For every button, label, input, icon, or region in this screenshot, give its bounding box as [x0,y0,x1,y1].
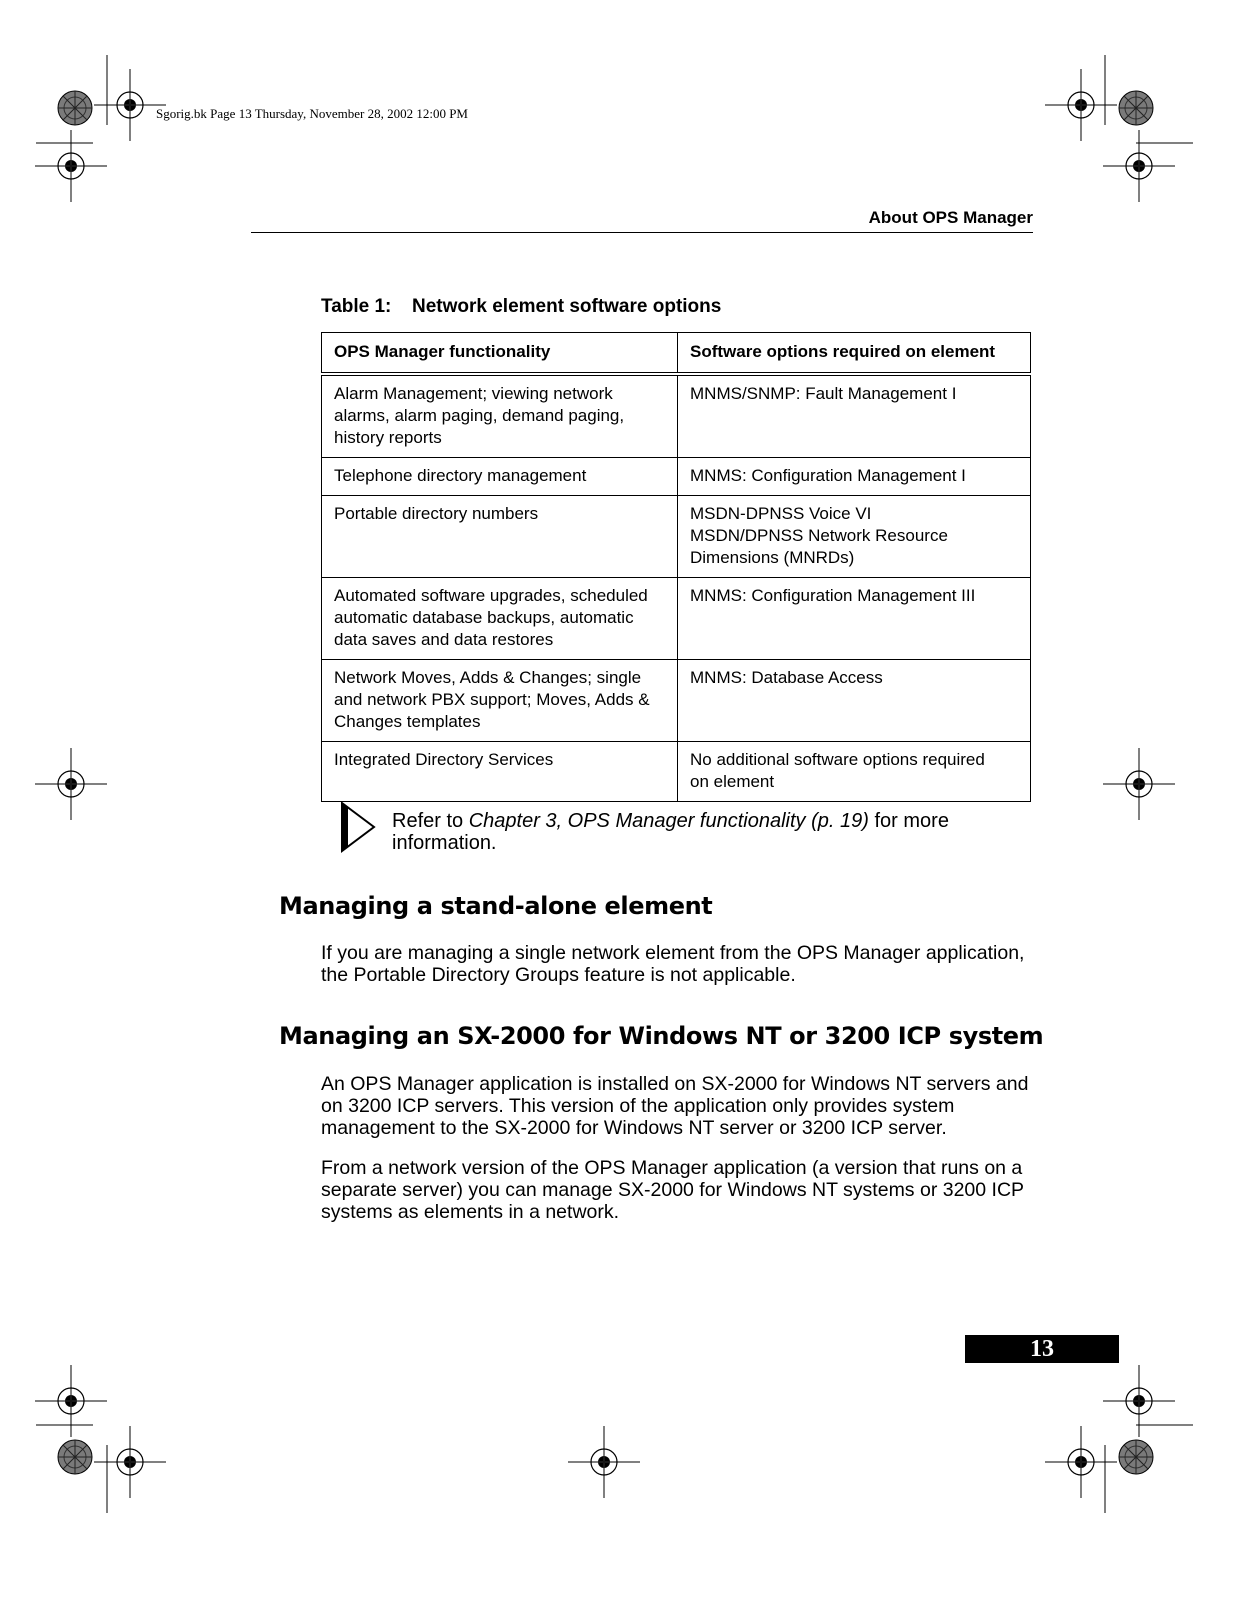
registration-mark-icon [1045,1426,1117,1498]
functionality-cell [322,742,678,802]
color-target-icon [58,1440,92,1474]
options-cell [678,660,1031,742]
body-paragraph: If you are managing a single network element from the OPS Manager application, the Portable Directory Groups feature is not applicable. [321,942,1025,986]
cell-line: No additional software options required [690,750,985,769]
print-slug: Sgorig.bk Page 13 Thursday, November 28, 2002 12:00 PM [156,106,468,121]
table-header-row [322,333,1031,375]
table-row [322,578,1031,660]
cell-line: data saves and data restores [334,630,554,649]
section-heading: Managing a stand-alone element [279,892,713,920]
cell-line: MNMS: Configuration Management III [690,586,976,605]
registration-mark-icon [35,1365,107,1437]
options-cell [678,578,1031,660]
registration-mark-icon [1103,1365,1175,1437]
cell-line: MSDN/DPNSS Network Resource [690,526,948,545]
cell-line: Telephone directory management [334,466,587,485]
table-row [322,660,1031,742]
functionality-cell [322,458,678,496]
column-header: OPS Manager functionality [322,333,678,375]
registration-mark-icon [35,748,107,820]
registration-mark-icon [1103,748,1175,820]
note-suffix: for more information. [392,810,949,854]
cell-line: Network Moves, Adds & Changes; single [334,668,642,687]
cell-line: history reports [334,428,442,447]
chapter-link[interactable]: Chapter 3, OPS Manager functionality (p. 19) [468,810,869,832]
running-head: About OPS Manager [868,208,1033,227]
cross-reference-note [392,810,1012,854]
registration-mark-icon [1103,130,1175,202]
table-row [322,496,1031,578]
table-caption [321,296,721,318]
cell-line: Dimensions (MNRDs) [690,548,855,567]
note-prefix: Refer to [392,810,469,832]
registration-mark-icon [94,1426,166,1498]
cell-line: Changes templates [334,712,481,731]
registration-mark-icon [94,69,166,141]
functionality-cell [322,660,678,742]
cell-line: MNMS: Configuration Management I [690,466,966,485]
color-target-icon [1119,91,1153,125]
page-number: 13 [965,1335,1119,1363]
cell-line: Alarm Management; viewing network [334,384,613,403]
cell-line: automatic database backups, automatic [334,608,634,627]
color-target-icon [1119,1440,1153,1474]
header-rule [251,232,1033,233]
options-cell [678,458,1031,496]
cell-line: and network PBX support; Moves, Adds & [334,690,650,709]
crop-marks-top [36,55,1193,143]
registration-mark-icon [35,130,107,202]
cell-line: on element [690,772,775,791]
cell-line: MSDN-DPNSS Voice VI [690,504,872,523]
options-cell [678,374,1031,458]
registration-mark-icon [568,1426,640,1498]
note-arrow-icon [340,801,376,853]
cell-line: Integrated Directory Services [334,750,554,769]
functionality-cell [322,578,678,660]
table-caption-label: Table 1: [321,296,392,317]
cell-line: Portable directory numbers [334,504,539,523]
body-paragraph: An OPS Manager application is installed on SX-2000 for Windows NT servers and on 3200 ICP servers. This version of the application only provides system management to the SX-2000 for Windows NT server or 3200 ICP server. [321,1073,1029,1139]
options-cell [678,742,1031,802]
table-row [322,374,1031,458]
table-caption-title: Network element software options [412,296,722,317]
functionality-cell [322,374,678,458]
registration-mark-icon [1045,69,1117,141]
cell-line: Automated software upgrades, scheduled [334,586,648,605]
color-target-icon [58,91,92,125]
table-row [322,458,1031,496]
cell-line: MNMS: Database Access [690,668,883,687]
body-paragraph: From a network version of the OPS Manager application (a version that runs on a separate server) you can manage SX-2000 for Windows NT systems or 3200 ICP systems as elements in a network. [321,1157,1024,1223]
options-cell [678,496,1031,578]
section-heading: Managing an SX-2000 for Windows NT or 3200 ICP system [279,1022,1044,1050]
software-options-table [321,332,1031,802]
cell-line: MNMS/SNMP: Fault Management I [690,384,957,403]
column-header: Software options required on element [678,333,1031,375]
cell-line: alarms, alarm paging, demand paging, [334,406,625,425]
functionality-cell [322,496,678,578]
table-row [322,742,1031,802]
